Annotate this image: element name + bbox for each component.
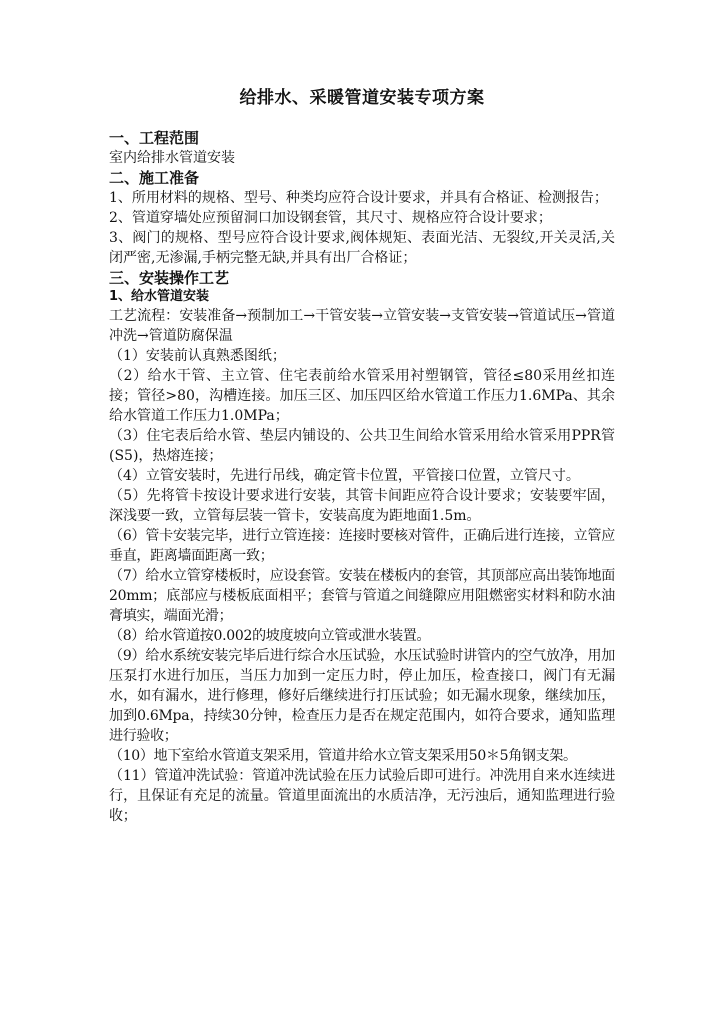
paragraph: 3、阀门的规格、型号应符合设计要求,阀体规矩、表面光洁、无裂纹,开关灵活,关闭严密,无渗漏,手柄完整无缺,并具有出厂合格证； — [109, 230, 615, 266]
paragraph: （11）管道冲洗试验：管道冲洗试验在压力试验后即可进行。冲洗用自来水连续进行，且保证有充足的流量。管道里面流出的水质洁净，无污浊后，通知监理进行验收； — [109, 768, 615, 824]
section-heading-scope: 一、工程范围 — [109, 129, 200, 147]
paragraph: （6）管卡安装完毕，进行立管连接：连接时要核对管件，正确后进行连接，立管应垂直，距离墙面距离一致； — [109, 528, 615, 564]
paragraph: （7）给水立管穿楼板时，应设套管。安装在楼板内的套管，其顶部应高出装饰地面20mm；底部应与楼板底面相平；套管与管道之间缝隙应用阻燃密实材料和防水油膏填实，端面光滑； — [109, 568, 615, 624]
paragraph: 1、所用材料的规格、型号、种类均应符合设计要求，并具有合格证、检测报告； — [109, 190, 608, 206]
paragraph: 2、管道穿墙处应预留洞口加设钢套管，其尺寸、规格应符合设计要求； — [109, 210, 552, 226]
paragraph: （3）住宅表后给水管、垫层内铺设的、公共卫生间给水管采用给水管采用PPR管(S5)，热熔连接； — [109, 428, 615, 464]
subsection-heading-water-supply: 1、给水管道安装 — [109, 289, 210, 304]
paragraph: 工艺流程：安装准备→预制加工→干管安装→立管安装→支管安装→管道试压→管道冲洗→管道防腐保温 — [109, 308, 615, 344]
document-page — [109, 86, 615, 826]
paragraph: （5）先将管卡按设计要求进行安装，其管卡间距应符合设计要求；安装要牢固，深浅要一致，立管每层装一管卡，安装高度为距地面1.5m。 — [109, 488, 615, 524]
paragraph: （10）地下室给水管道支架采用，管道井给水立管支架采用50＊5角钢支架。 — [109, 748, 577, 764]
paragraph: （8）给水管道按0.002的坡度坡向立管或泄水装置。 — [109, 628, 431, 644]
section-heading-preparation: 二、施工准备 — [109, 169, 200, 187]
paragraph: 室内给排水管道安装 — [109, 150, 235, 166]
paragraph: （1）安装前认真熟悉图纸； — [109, 348, 286, 364]
paragraph: （9）给水系统安装完毕后进行综合水压试验，水压试验时讲管内的空气放净，用加压泵打水进行加压，当压力加到一定压力时，停止加压，检查接口，阀门有无漏水，如有漏水，进行修理，修好后继续进行打压试验；如无漏水现象，继续加压，加到0.6Mpa，持续30分钟，检查压力是否在规定范围内，如符合要求，通知监理进行验收； — [109, 648, 615, 744]
document-title: 给排水、采暖管道安装专项方案 — [239, 88, 485, 108]
section-heading-process: 三、安装操作工艺 — [109, 269, 230, 287]
paragraph: （4）立管安装时，先进行吊线，确定管卡位置，平管接口位置，立管尺寸。 — [109, 468, 580, 484]
paragraph: （2）给水干管、主立管、住宅表前给水管采用衬塑钢管，管径≤80采用丝扣连接；管径>80，沟槽连接。加压三区、加压四区给水管道工作压力1.6MPa、其余给水管道工作压力1.0MPa； — [109, 368, 615, 424]
